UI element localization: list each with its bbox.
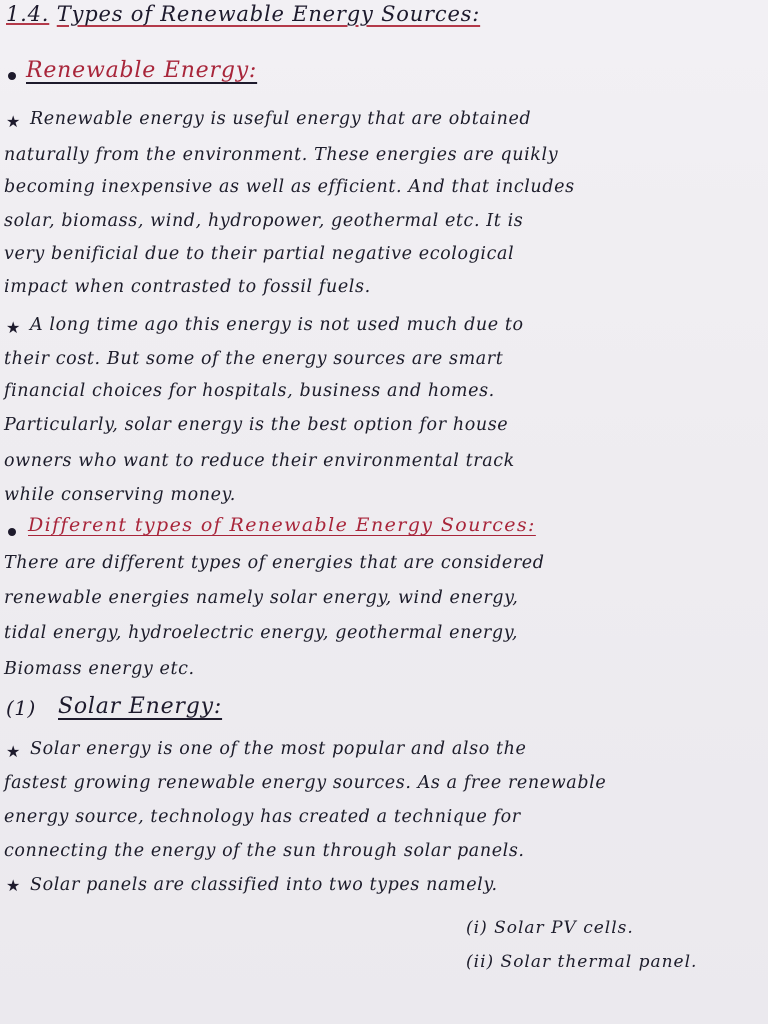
text-line: energy source, technology has created a technique for xyxy=(4,807,521,827)
text-line: owners who want to reduce their environmental track xyxy=(4,451,515,471)
text-line: renewable energies namely solar energy, wind energy, xyxy=(4,588,519,608)
bullet-dot-icon xyxy=(8,72,16,80)
star-bullet-icon: ★ xyxy=(6,318,21,337)
text-line: A long time ago this energy is not used much due to xyxy=(30,315,524,335)
text-line: Biomass energy etc. xyxy=(4,659,195,679)
text-line: while conserving money. xyxy=(4,485,236,505)
title-text: Types of Renewable Energy Sources: xyxy=(56,2,481,26)
section-heading-renewable-energy: Renewable Energy: xyxy=(26,58,258,83)
star-bullet-icon: ★ xyxy=(6,876,21,895)
text-line: Solar panels are classified into two types namely. xyxy=(30,875,498,895)
section-heading-different-types: Different types of Renewable Energy Sources: xyxy=(28,514,536,536)
text-line: financial choices for hospitals, business and homes. xyxy=(4,381,495,401)
text-line: impact when contrasted to fossil fuels. xyxy=(4,277,371,297)
text-line: becoming inexpensive as well as efficient. And that includes xyxy=(4,177,575,197)
text-line: connecting the energy of the sun through solar panels. xyxy=(4,841,525,861)
text-line: solar, biomass, wind, hydropower, geothermal etc. It is xyxy=(4,211,524,231)
text-line: fastest growing renewable energy sources. As a free renewable xyxy=(4,773,607,793)
page-title xyxy=(6,2,480,26)
text-line: Particularly, solar energy is the best option for house xyxy=(4,415,509,435)
star-bullet-icon: ★ xyxy=(6,112,21,131)
solar-type-item: (ii) Solar thermal panel. xyxy=(466,952,698,972)
section-number: (1) xyxy=(6,696,36,720)
star-bullet-icon: ★ xyxy=(6,742,21,761)
text-line: Solar energy is one of the most popular and also the xyxy=(30,739,527,759)
solar-type-item: (i) Solar PV cells. xyxy=(466,918,634,938)
text-line: very benificial due to their partial negative ecological xyxy=(4,244,515,264)
bullet-dot-icon xyxy=(8,528,16,536)
text-line: Renewable energy is useful energy that are obtained xyxy=(30,109,532,129)
text-line: There are different types of energies that are considered xyxy=(4,553,545,573)
title-number: 1.4. xyxy=(6,2,50,26)
text-line: their cost. But some of the energy sources are smart xyxy=(4,349,504,369)
section-heading-solar-energy: Solar Energy: xyxy=(58,694,223,719)
text-line: naturally from the environment. These energies are quikly xyxy=(4,145,559,165)
text-line: tidal energy, hydroelectric energy, geothermal energy, xyxy=(4,623,519,643)
